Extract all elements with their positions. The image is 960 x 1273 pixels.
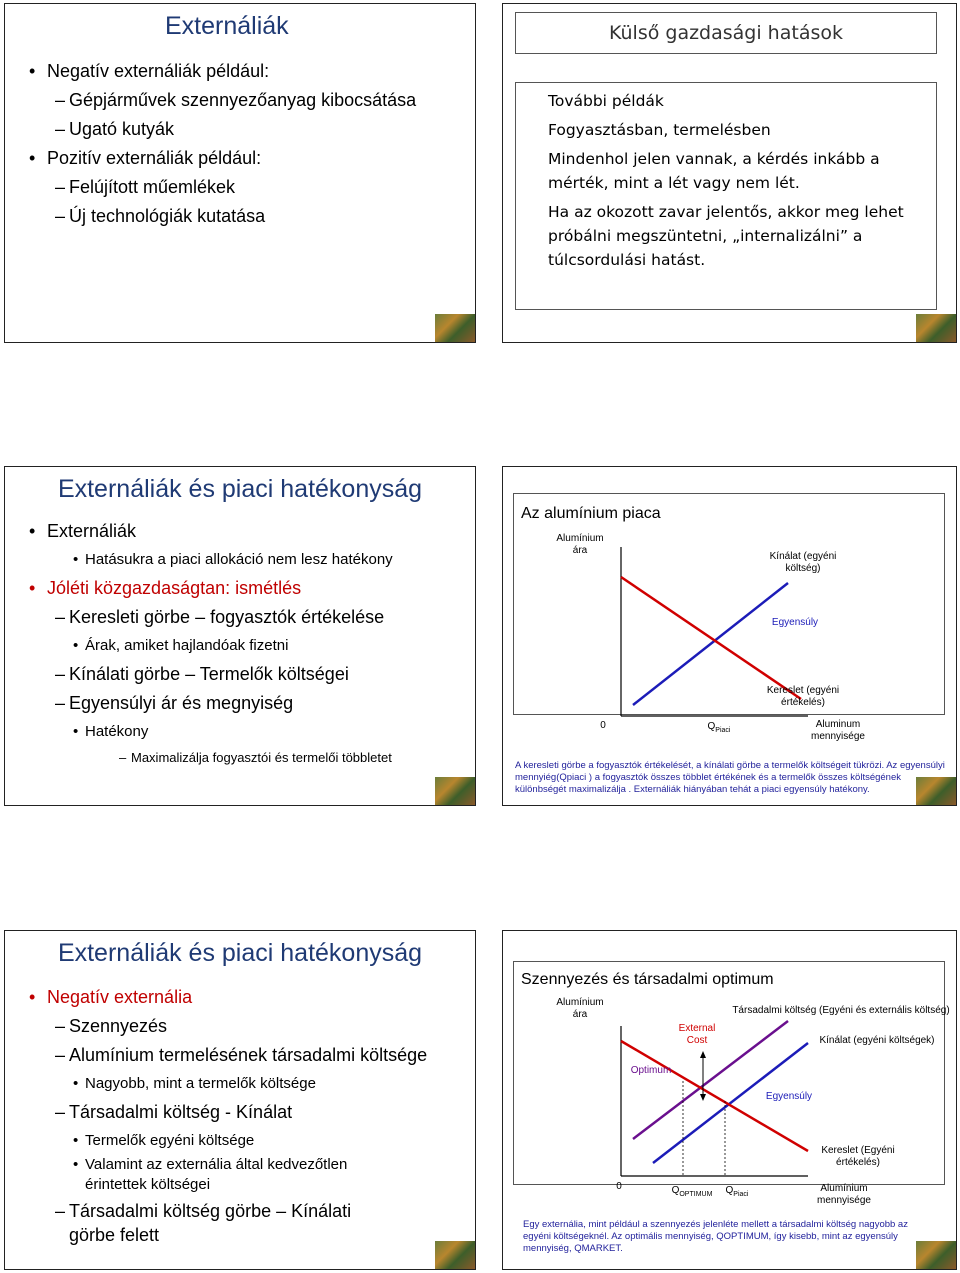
- arrowhead-up: [700, 1051, 706, 1058]
- supply-demand-chart: [503, 467, 957, 806]
- q-symbol: Q: [725, 1185, 734, 1196]
- sub-item: – Kínálati görbe – Termelők költségei: [25, 660, 470, 689]
- slide-piaci-hatekonysag-1: [4, 466, 476, 806]
- corner-decoration: [435, 314, 475, 342]
- title-box: [515, 12, 937, 54]
- q-symbol: Q: [671, 1185, 680, 1196]
- chart-caption: Egy externália, mint például a szennyezés jelenléte mellett a társadalmi költség nagyobb az egyéni költségeknél. Az optimális mennyiség, QOPTIMUM, így kisebb, mint az egyensúly mennyiség, QMARKET.: [523, 1219, 908, 1254]
- arrowhead-down: [700, 1094, 706, 1101]
- social-cost-label: Társadalmi költség (Egyéni és externális költség): [732, 1005, 950, 1016]
- sub-sub-item: – Maximalizálja fogyasztói és termelői többletet: [25, 746, 470, 770]
- bullet-item: • Jóléti közgazdaságtan: ismétlés: [25, 574, 470, 603]
- slide-externaliak: [4, 3, 476, 343]
- sub-item: – Szennyezés: [25, 1012, 445, 1041]
- bullet-list: [25, 57, 465, 231]
- q-subscript: OPTIMUM: [679, 1191, 713, 1198]
- slide-piaci-hatekonysag-2: [4, 930, 476, 1270]
- corner-decoration: [916, 777, 956, 805]
- corner-decoration: [435, 1241, 475, 1269]
- q-market-label: [717, 1185, 757, 1201]
- supply-label: Kínálat (egyéni költség): [769, 551, 837, 574]
- bullet-item: Mindenhol jelen vannak, a kérdés inkább a mérték, mint a lét vagy nem lét.: [548, 150, 880, 192]
- q-subscript: Piaci: [715, 727, 731, 734]
- slide-title: Externáliák és piaci hatékonyság: [57, 475, 423, 503]
- origin-label: 0: [600, 720, 606, 731]
- equilibrium-label: Egyensúly: [765, 1091, 813, 1102]
- bullet-item: • Pozitív externáliák például:: [25, 144, 465, 173]
- demand-label: Kereslet (Egyéni értékelés): [821, 1145, 895, 1168]
- sub-item: – Új technológiák kutatása: [25, 202, 465, 231]
- sub-item: – Egyensúlyi ár és megnyiség: [25, 689, 470, 718]
- sub-item: – Társadalmi költség - Kínálat: [25, 1098, 445, 1127]
- slide-title: Externáliák: [165, 12, 289, 40]
- chart-title: Szennyezés és társadalmi optimum: [521, 971, 774, 988]
- sub-item: – Felújított műemlékek: [25, 173, 465, 202]
- bullet-item: További példák: [548, 92, 664, 110]
- sub-bullet-item: • Hatásukra a piaci allokáció nem lesz hatékony: [25, 546, 470, 574]
- q-optimum-label: [667, 1185, 717, 1201]
- bullet-list: [526, 89, 921, 272]
- q-subscript: Piaci: [733, 1191, 749, 1198]
- bullet-item: Ha az okozott zavar jelentős, akkor meg lehet próbálni megszüntetni, „internalizálni” a túlcsordulási hatást.: [548, 203, 904, 269]
- sub-bullet-item: • Valamint az externália által kedvezőtlen érintettek költségei: [25, 1155, 445, 1195]
- sub-item: – Gépjárművek szennyezőanyag kibocsátása: [25, 86, 465, 115]
- q-market-label: [699, 721, 739, 737]
- supply-label: Kínálat (egyéni költségek): [819, 1035, 935, 1046]
- sub-item: – Keresleti görbe – fogyasztók értékelése: [25, 603, 470, 632]
- slide-title: Externáliák és piaci hatékonyság: [57, 939, 423, 967]
- corner-decoration: [435, 777, 475, 805]
- x-axis-label: Aluminum mennyisége: [811, 719, 865, 742]
- sub-bullet-item: • Hatékony: [25, 718, 470, 746]
- corner-decoration: [916, 314, 956, 342]
- chart-title: Az alumínium piaca: [521, 505, 661, 522]
- sub-bullet-item: • Termelők egyéni költsége: [25, 1127, 445, 1155]
- sub-item: – Alumínium termelésének társadalmi költsége: [25, 1041, 445, 1070]
- sub-item: – Ugató kutyák: [25, 115, 465, 144]
- y-axis-label: Alumínium ára: [556, 533, 604, 556]
- q-symbol: Q: [707, 721, 716, 732]
- sub-bullet-item: • Árak, amiket hajlandóak fizetni: [25, 632, 470, 660]
- sub-bullet-item: • Nagyobb, mint a termelők költsége: [25, 1070, 445, 1098]
- y-axis-label: Alumínium ára: [556, 997, 604, 1020]
- bullet-item: • Negatív externália: [25, 983, 445, 1012]
- optimum-label: Optimum: [630, 1065, 672, 1076]
- chart-caption: A keresleti görbe a fogyasztók értékelését, a kínálati görbe a termelők költségeit tükrözi. Az egyensúlyi mennyiég(Qpiaci ) a fogyasztók összes többlet értékének és a termelők összes költségének különbségét maximalizálja . Externáliák hiányában tehát a piaci egyensúly hatékony.: [515, 760, 945, 795]
- demand-label: Kereslet (egyéni értékelés): [766, 685, 840, 708]
- corner-decoration: [916, 1241, 956, 1269]
- origin-label: 0: [616, 1181, 622, 1192]
- external-cost-label: External Cost: [678, 1023, 716, 1046]
- slide-title: Külső gazdasági hatások: [608, 22, 843, 44]
- slide-kulso-hatasok: [502, 3, 957, 343]
- bullet-item: • Negatív externáliák például:: [25, 57, 465, 86]
- slide-szennyezes-optimum: [502, 930, 957, 1270]
- bullet-list: [25, 517, 470, 770]
- supply-curve: [653, 1043, 808, 1163]
- content-box: [515, 82, 937, 310]
- sub-item: – Társadalmi költség görbe – Kínálati görbe felett: [25, 1199, 445, 1247]
- x-axis-label: Alumínium mennyisége: [817, 1183, 871, 1206]
- bullet-list: [25, 983, 445, 1247]
- slide-aluminium-piaca: [502, 466, 957, 806]
- bullet-item: • Externáliák: [25, 517, 470, 546]
- bullet-item: Fogyasztásban, termelésben: [548, 121, 771, 139]
- equilibrium-label: Egyensúly: [771, 617, 819, 628]
